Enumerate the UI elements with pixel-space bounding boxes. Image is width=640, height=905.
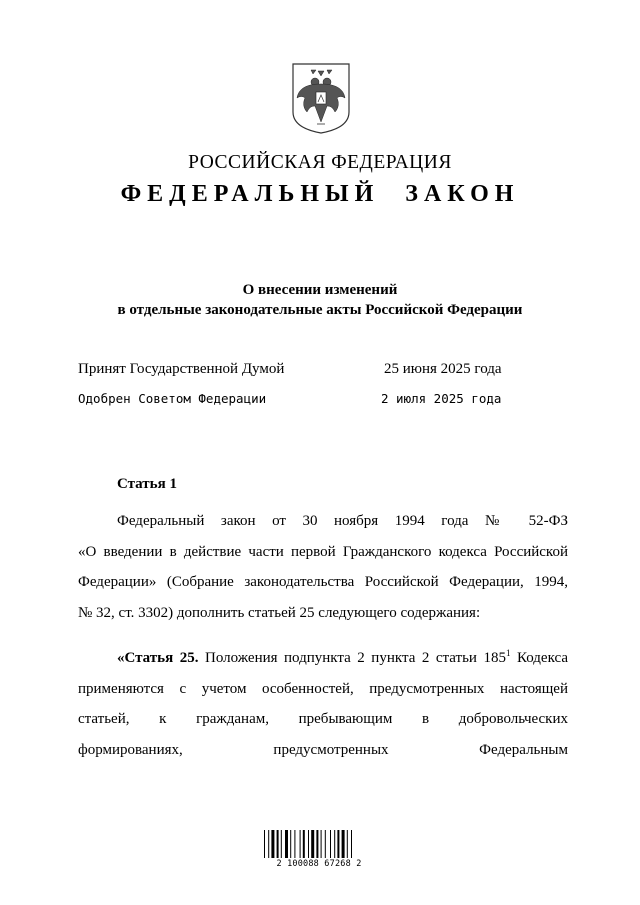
law-title xyxy=(0,280,640,320)
paragraph-line: Федерации» (Собрание законодательства Российской Федерации, 1994, xyxy=(78,574,568,590)
article-paragraph-1 xyxy=(78,506,568,628)
paragraph-line: формированиях, предусмотренных Федеральным xyxy=(78,741,568,758)
article-heading: Статья 1 xyxy=(117,476,177,492)
country-heading: РОССИЙСКАЯ ФЕДЕРАЦИЯ xyxy=(188,152,452,173)
council-approval-label: Одобрен Советом Федерации xyxy=(78,391,267,406)
paragraph-text-end: Кодекса xyxy=(510,650,569,666)
law-title-line1: О внесении изменений xyxy=(242,282,398,298)
coat-of-arms-emblem xyxy=(291,62,351,135)
paragraph-line: статьей, к гражданам, пребывающим в добровольческих xyxy=(78,711,568,727)
paragraph-line: № 32, ст. 3302) дополнить статьей 25 следующего содержания: xyxy=(78,604,481,621)
duma-adoption-label: Принят Государственной Думой xyxy=(78,361,285,377)
barcode-number: 2 100088 67268 2 xyxy=(276,859,362,869)
inserted-article-label: «Статья 25. xyxy=(117,650,199,666)
law-title-line2: в отдельные законодательные акты Российской Федерации xyxy=(117,302,523,318)
article-paragraph-2 xyxy=(78,643,568,765)
paragraph-line-first xyxy=(78,643,568,674)
paragraph-line: «О введении в действие части первой Гражданского кодекса Российской xyxy=(78,543,568,560)
paragraph-line: Федеральный закон от 30 ноября 1994 года № 52-ФЗ xyxy=(117,513,568,529)
document-type-heading: ФЕДЕРАЛЬНЫЙ ЗАКОН xyxy=(120,181,520,207)
council-approval-date: 2 июля 2025 года xyxy=(381,391,502,406)
paragraph-text: Положения подпункта 2 пункта 2 статьи 185 xyxy=(198,650,506,666)
superscript: 1 xyxy=(505,648,511,658)
paragraph-line: применяются с учетом особенностей, предусмотренных настоящей xyxy=(78,680,568,697)
duma-adoption-date: 25 июня 2025 года xyxy=(384,361,502,377)
